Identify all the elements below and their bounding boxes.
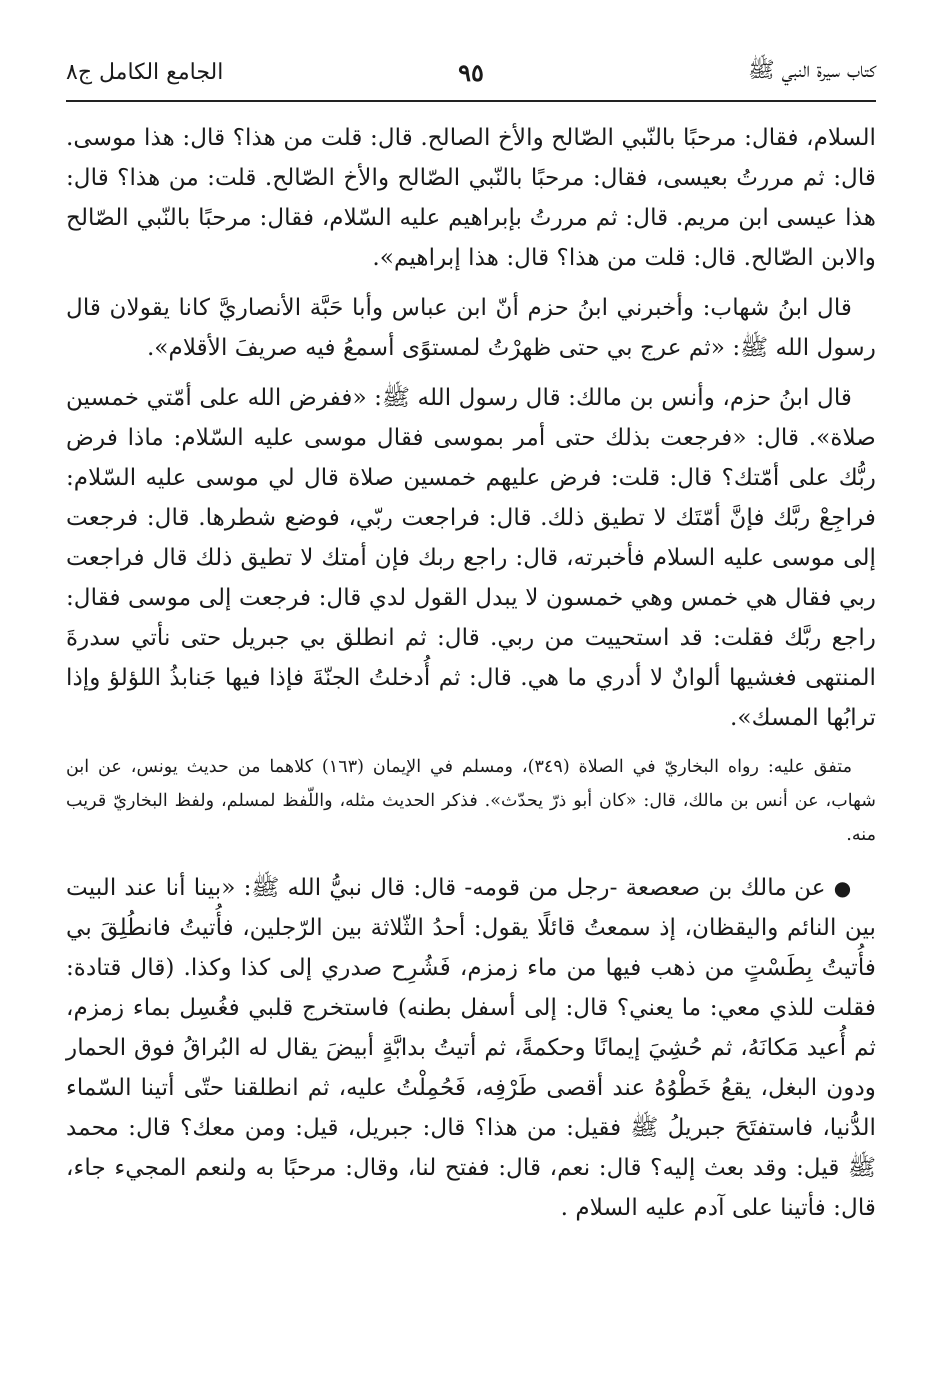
footnote: متفق عليه: رواه البخاريّ في الصلاة (٣٤٩)، ومسلم في الإيمان (١٦٣) كلاهما من حديث يونس، عن ابن شهاب، عن أنس بن مالك، قال: «كان أبو ذرّ يحدّث». فذكر الحديث مثله، واللّفظ لمسلم، ولفظ البخاريّ قريب منه. [66,757,876,845]
header-volume-title: الجامع الكامل ج٨ [66,59,224,85]
bullet-icon: ● [833,876,853,900]
page-body [66,118,876,1238]
header-rule [66,100,876,102]
paragraph-3: قال ابنُ حزم، وأنس بن مالك: قال رسول الله ﷺ: «ففرض الله على أمّتي خمسين صلاة». قال: «فرجعت بذلك حتى أمر بموسى فقال موسى عليه السّلام: ماذا فرض ربُّك على أمّتك؟ قال: قلت: فرض عليهم خمسين صلاة قال لي موسى عليه السّلام: فراجِعْ ربَّك فإنَّ أمّتَك لا تطيق ذلك. قال: فراجعت ربّي، فوضع شطرها. قال: فرجعت إلى موسى عليه السلام فأخبرته، قال: راجع ربك فإن أمتك لا تطيق ذلك قال فراجعت ربي فقال هي خمس وهي خمسون لا يبدل القول لدي قال: فرجعت إلى موسى فقال: راجع ربَّك فقلت: قد استحييت من ربي. قال: ثم انطلق بي جبريل حتى نأتي سدرةَ المنتهى فغشيها ألوانٌ لا أدري ما هي. قال: ثم أُدخلتُ الجنّةَ فإذا فيها جَنابذُ اللؤلؤ وإذا ترابُها المسك». [66,384,876,731]
bullet-paragraph [66,868,876,1228]
page-number: ٩٥ [458,57,484,87]
running-header [66,52,876,92]
bullet-paragraph-text: عن مالك بن صعصعة -رجل من قومه- قال: قال نبيُّ الله ﷺ: «بينا أنا عند البيت بين النائم واليقظان، إذ سمعتُ قائلًا يقول: أحدُ الثّلاثة بين الرّجلين، فأُتيتُ فانطُلِقَ بي فأُتيتُ بِطَسْتٍ من ذهب فيها من ماء زمزم، فَشُرِح صدري إلى كذا وكذا. (قال قتادة: فقلت للذي معي: ما يعني؟ قال: إلى أسفل بطنه) فاستخرج قلبي فغُسِل بماء زمزم، ثم أُعيد مَكانَهُ، ثم حُشِيَ إيمانًا وحكمةً، ثم أتيتُ بدابَّةٍ أبيضَ يقال له البُراقُ فوق الحمار ودون البغل، يقعُ خَطْوُهُ عند أقصى طَرْفِه، فَحُمِلْتُ عليه، ثم انطلقنا حتّى أتينا السّماء الدُّنيا، فاستفتَحَ جبريلُ ﷺ فقيل: من هذا؟ قال: جبريل، قيل: ومن معك؟ قال: محمد ﷺ قيل: وقد بعث إليه؟ قال: نعم، قال: ففتح لنا، وقال: مرحبًا به ولنعم المجيء جاء، قال: فأتينا على آدم عليه السلام . [66,874,876,1221]
paragraph-1: السلام، فقال: مرحبًا بالنّبي الصّالح والأخ الصالح. قال: قلت من هذا؟ قال: هذا موسى. قال: ثم مررتُ بعيسى، فقال: مرحبًا بالنّبي الصّالح والأخ الصّالح. قلت: من هذا؟ قال: هذا عيسى ابن مريم. قال: ثم مررتُ بإبراهيم عليه السّلام، فقال: مرحبًا بالنّبي الصّالح والابن الصّالح. قال: قلت من هذا؟ قال: هذا إبراهيم». [66,124,876,271]
header-book-title: كتاب سيرة النبي ﷺ [748,58,876,83]
paragraph-2: قال ابنُ شهاب: وأخبرني ابنُ حزم أنّ ابن عباس وأبا حَبَّة الأنصاريَّ كانا يقولان قال رسول الله ﷺ: «ثم عرج بي حتى ظهرْتُ لمستوًى أسمعُ فيه صريفَ الأقلام». [66,294,876,361]
